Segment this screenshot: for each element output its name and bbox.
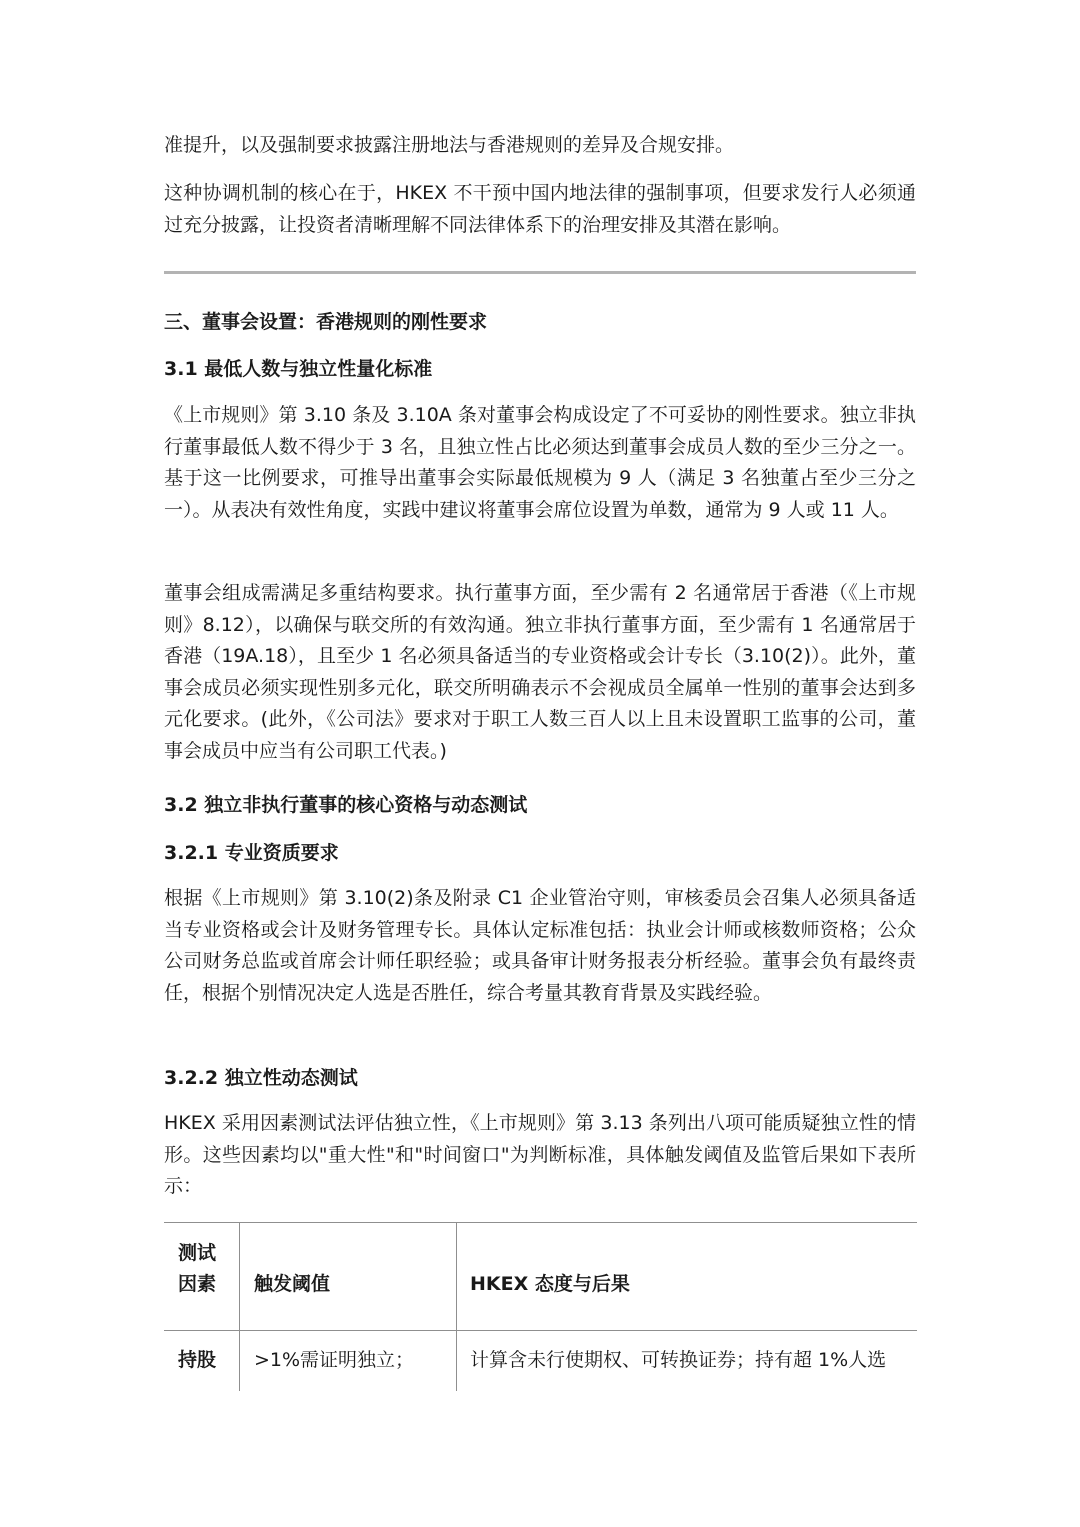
table-header-threshold: 触发阈值 bbox=[254, 1273, 331, 1295]
subsection-heading-3-1: 3.1 最低人数与独立性量化标准 bbox=[164, 358, 433, 380]
intro-paragraph: 这种协调机制的核心在于，HKEX 不干预中国内地法律的强制事项，但要求发行人必须通过充分披露，让投资者清晰理解不同法律体系下的治理安排及其潜在影响。 bbox=[164, 182, 916, 236]
independence-test-table bbox=[164, 1222, 917, 1391]
table-top-border bbox=[164, 1222, 917, 1223]
subsection-heading-3-2: 3.2 独立非执行董事的核心资格与动态测试 bbox=[164, 794, 528, 816]
paragraph-3-1-a: 《上市规则》第 3.10 条及 3.10A 条对董事会构成设定了不可妥协的刚性要求。独立非执行董事最低人数不得少于 3 名，且独立性占比必须达到董事会成员人数的至少三分之一。基于这一比例要求，可推导出董事会实际最低规模为 9 人（满足 3 名独董占至少三分之一）。从表决有效性角度，实践中建议将董事会席位设置为单数，通常为 9 人或 11 人。 bbox=[164, 404, 916, 521]
table-cell-factor: 持股 bbox=[178, 1349, 217, 1371]
table-header-consequence: HKEX 态度与后果 bbox=[470, 1273, 630, 1295]
table-column-divider bbox=[239, 1222, 240, 1391]
paragraph-3-2-2: HKEX 采用因素测试法评估独立性，《上市规则》第 3.13 条列出八项可能质疑独立性的情形。这些因素均以"重大性"和"时间窗口"为判断标准，具体触发阈值及监管后果如下表所示： bbox=[164, 1112, 916, 1197]
table-header-border bbox=[164, 1330, 917, 1331]
table-cell-threshold: >1%需证明独立； bbox=[254, 1349, 415, 1371]
subsection-heading-3-2-1: 3.2.1 专业资质要求 bbox=[164, 842, 339, 864]
section-divider bbox=[164, 271, 916, 274]
table-cell-consequence: 计算含未行使期权、可转换证券；持有超 1%人选 bbox=[470, 1349, 887, 1371]
section-title: 三、董事会设置：香港规则的刚性要求 bbox=[164, 311, 488, 333]
table-column-divider bbox=[456, 1222, 457, 1391]
paragraph-3-2-1: 根据《上市规则》第 3.10(2)条及附录 C1 企业管治守则，审核委员会召集人必须具备适当专业资格或会计及财务管理专长。具体认定标准包括：执业会计师或核数师资格；公众公司财务总监或首席会计师任职经验；或具备审计财务报表分析经验。董事会负有最终责任，根据个别情况决定人选是否胜任，综合考量其教育背景及实践经验。 bbox=[164, 887, 916, 1004]
table-header-factor: 测试 因素 bbox=[178, 1242, 217, 1295]
subsection-heading-3-2-2: 3.2.2 独立性动态测试 bbox=[164, 1067, 358, 1089]
intro-line: 准提升，以及强制要求披露注册地法与香港规则的差异及合规安排。 bbox=[164, 134, 735, 156]
paragraph-3-1-b: 董事会组成需满足多重结构要求。执行董事方面，至少需有 2 名通常居于香港（《上市规则》8.12），以确保与联交所的有效沟通。独立非执行董事方面，至少需有 1 名通常居于香港（19A.18），且至少 1 名必须具备适当的专业资格或会计专长（3.10(2)）。此外，董事会成员必须实现性别多元化，联交所明确表示不会视成员全属单一性别的董事会达到多元化要求。(此外，《公司法》要求对于职工人数三百人以上且未设置职工监事的公司，董事会成员中应当有公司职工代表。) bbox=[164, 582, 916, 762]
